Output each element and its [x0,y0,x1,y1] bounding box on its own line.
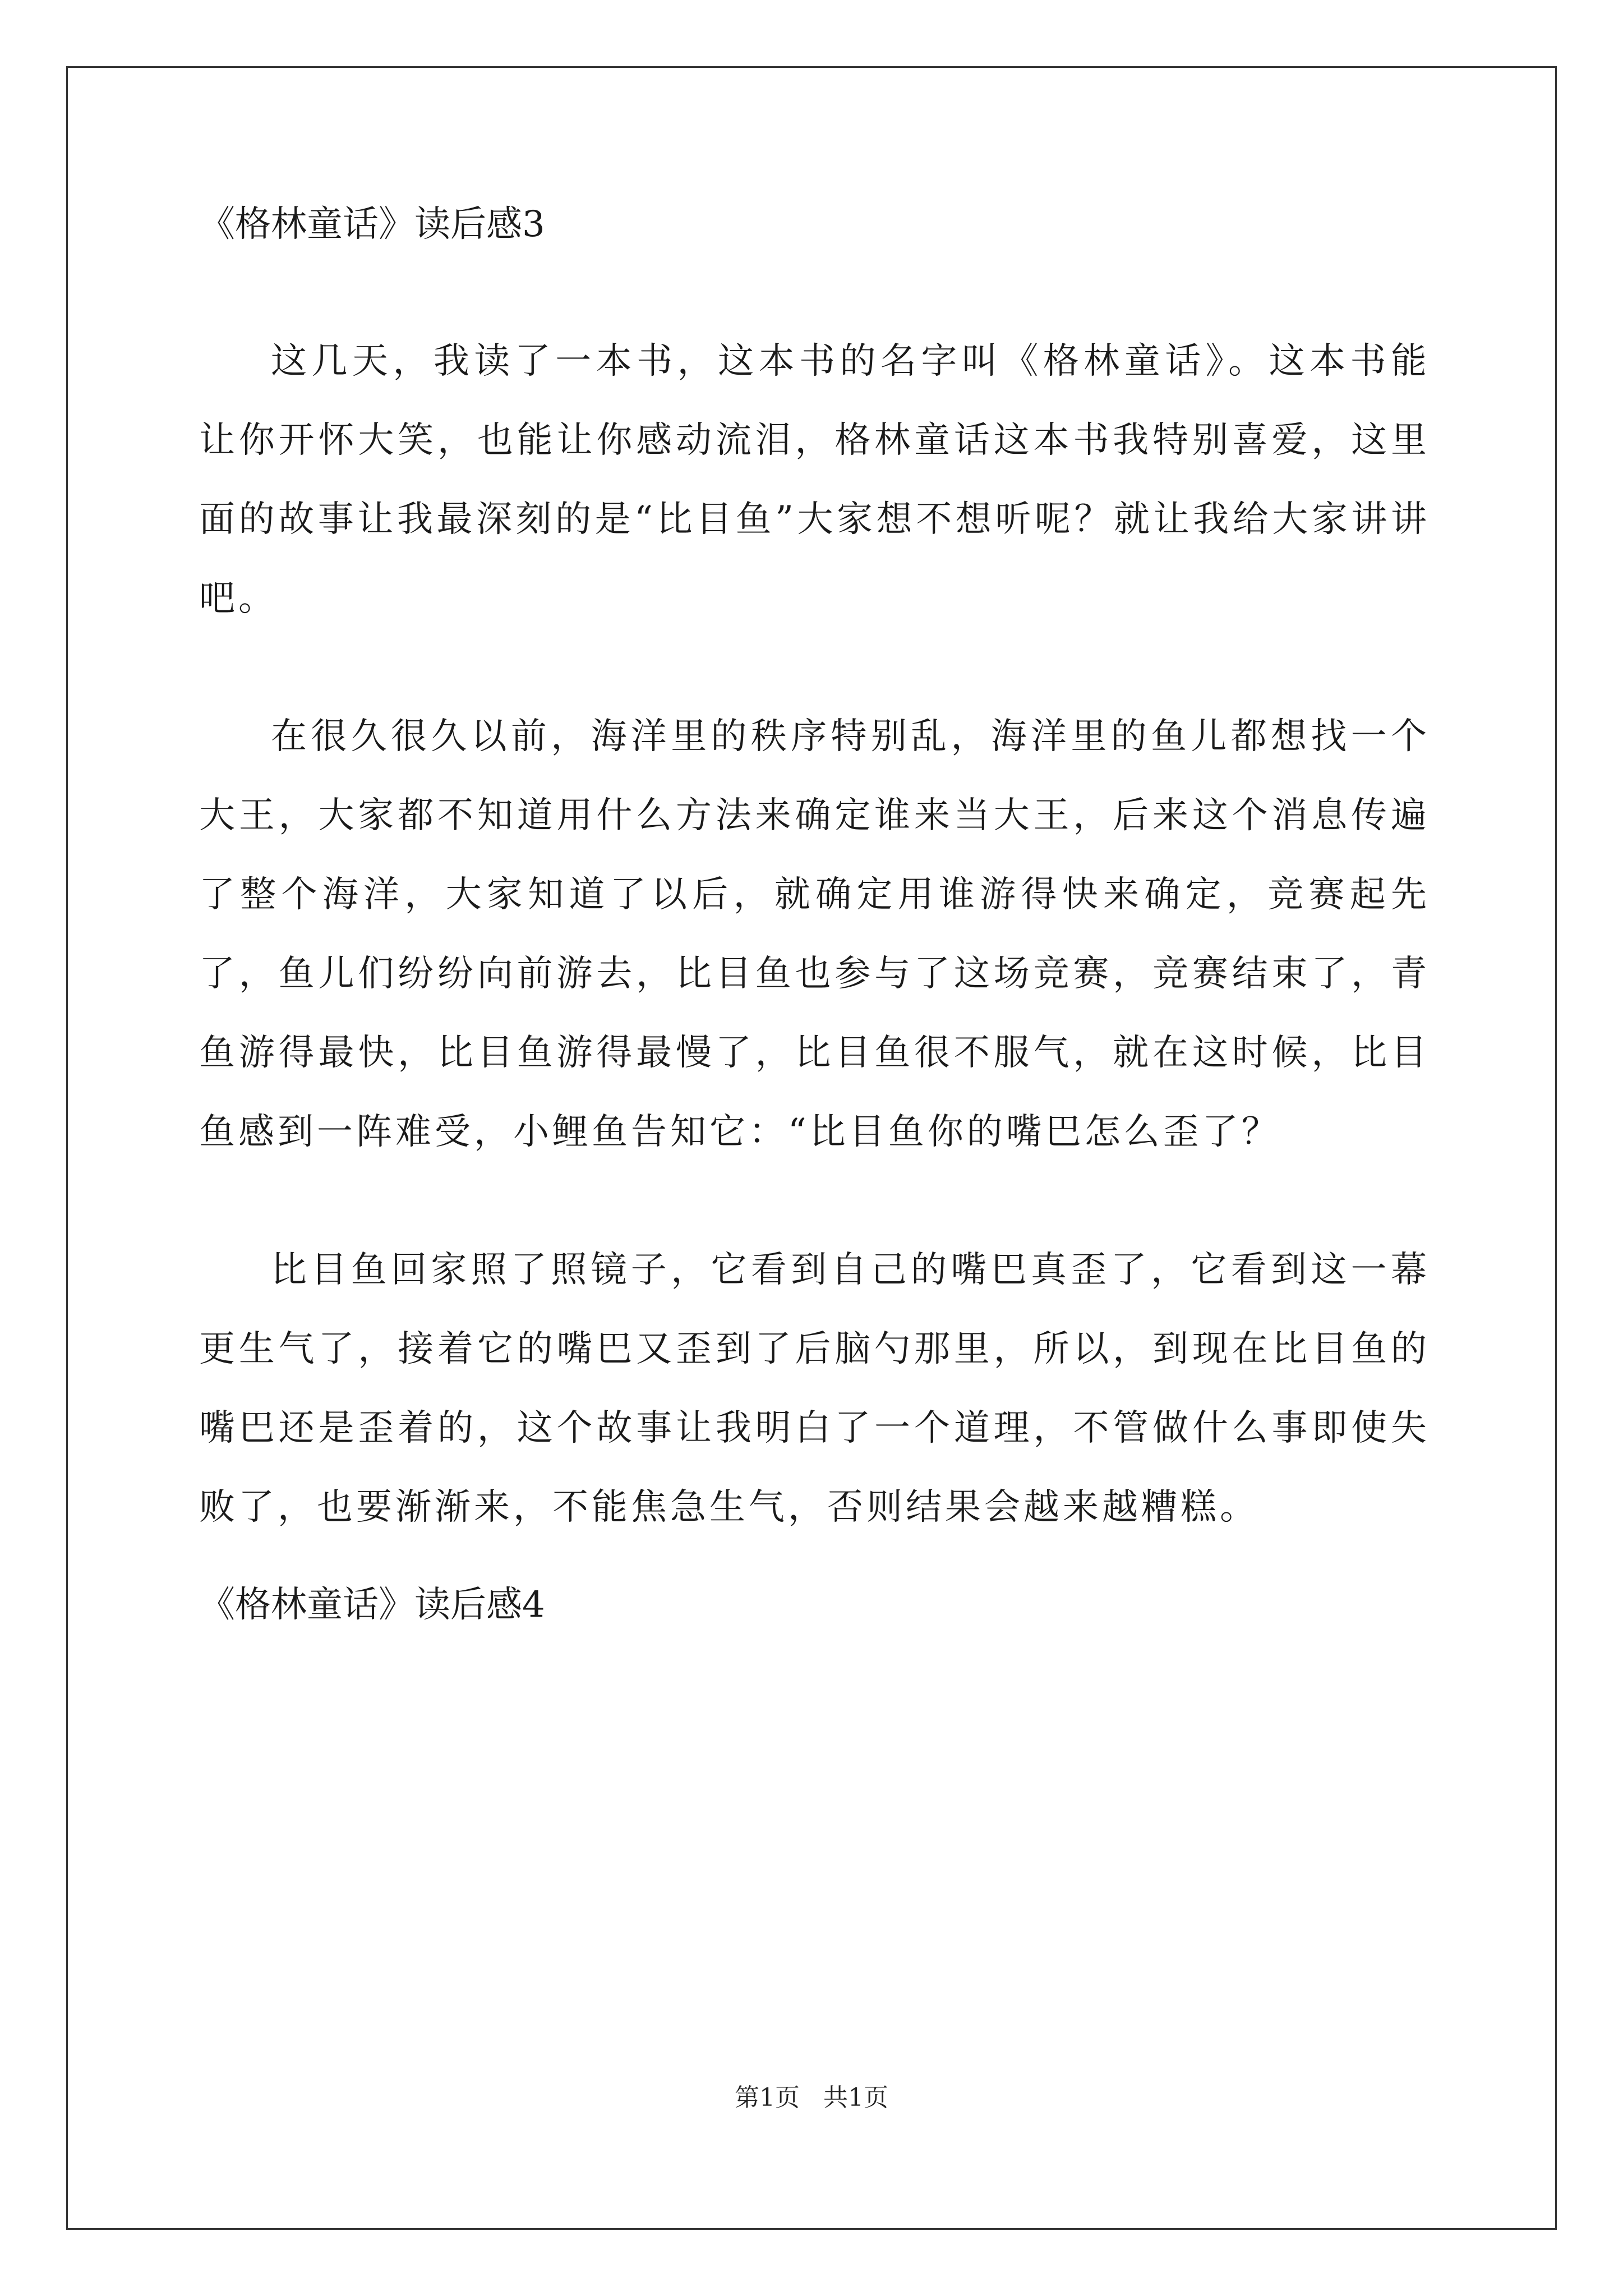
document-body [199,196,1430,1633]
paragraph: 这几天，我读了一本书，这本书的名字叫《格林童话》。这本书能让你开怀大笑，也能让你感动流泪，格林童话这本书我特别喜爱，这里面的故事让我最深刻的是“比目鱼”大家想不想听呢？就让我给大家讲讲吧。 [199,341,1430,619]
paragraph: 比目鱼回家照了照镜子，它看到自己的嘴巴真歪了，它看到这一幕更生气了，接着它的嘴巴又歪到了后脑勺那里，所以，到现在比目鱼的嘴巴还是歪着的，这个故事让我明白了一个道理，不管做什么事即使失败了，也要渐渐来，不能焦急生气，否则结果会越来越糟糕。 [199,1249,1430,1528]
page-total: 共1页 [823,2083,888,2112]
section-heading: 《格林童话》读后感3 [199,204,545,245]
page-footer [0,2081,1623,2115]
page-number: 第1页 [735,2083,800,2112]
paragraph: 在很久很久以前，海洋里的秩序特别乱，海洋里的鱼儿都想找一个大王，大家都不知道用什么方法来确定谁来当大王，后来这个消息传遍了整个海洋，大家知道了以后，就确定用谁游得快来确定，竞赛起先了，鱼儿们纷纷向前游去，比目鱼也参与了这场竞赛，竞赛结束了，青鱼游得最快，比目鱼游得最慢了，比目鱼很不服气，就在这时候，比目鱼感到一阵难受，小鲤鱼告知它：“比目鱼你的嘴巴怎么歪了？ [199,716,1430,1153]
section-heading: 《格林童话》读后感4 [199,1584,545,1626]
